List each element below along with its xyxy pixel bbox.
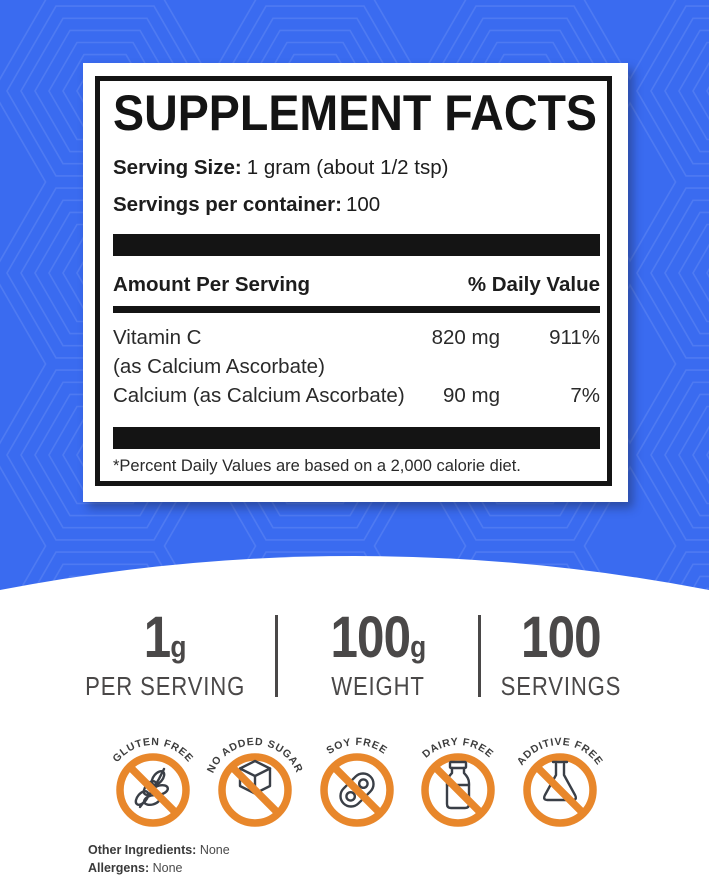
stat-value: 1	[143, 605, 171, 670]
table-row	[113, 326, 600, 355]
amount-per-serving-header: Amount Per Serving	[113, 273, 311, 296]
slash-icon	[435, 767, 482, 814]
divider-bar-top	[113, 234, 600, 256]
allergens-label: Allergens:	[88, 861, 150, 875]
serving-size-line	[113, 156, 600, 180]
daily-value-header: % Daily Value	[467, 273, 600, 296]
other-ingredients-value: None	[199, 843, 230, 857]
nutrient-dv: 7%	[570, 384, 600, 407]
panel-inner-border	[95, 76, 612, 486]
servings-value: 100	[345, 193, 381, 216]
stat-unit: g	[410, 629, 427, 664]
serving-size-label: Serving Size:	[113, 156, 242, 179]
stat-number	[330, 605, 427, 670]
stat-servings	[481, 601, 641, 702]
table-row	[113, 355, 600, 384]
slash-icon	[130, 767, 177, 814]
stat-number	[521, 605, 602, 670]
badge-arc-label: GLUTEN FREE	[110, 735, 196, 765]
servings-label: Servings per container:	[113, 193, 342, 216]
other-ingredients-label: Other Ingredients:	[88, 843, 197, 857]
nutrient-name-line2: (as Calcium Ascorbate)	[113, 355, 325, 378]
table-header-row	[113, 273, 600, 297]
stat-value: 100	[330, 605, 411, 670]
supplement-facts-panel	[83, 63, 628, 502]
badge-arc-label: NO ADDED SUGAR	[204, 735, 306, 775]
stat-label: SERVINGS	[500, 671, 622, 701]
panel-title	[113, 87, 600, 140]
badge-soy-free	[305, 722, 409, 834]
stat-label: PER SERVING	[85, 671, 246, 701]
table-row	[113, 384, 600, 413]
divider-bar-bottom	[113, 427, 600, 449]
other-ingredients-line	[88, 841, 230, 859]
slash-icon	[232, 767, 279, 814]
badge-additive-free	[508, 722, 612, 834]
daily-value-footnote: *Percent Daily Values are based on a 2,000 calorie diet.	[113, 457, 521, 475]
allergens-line	[88, 859, 230, 877]
nutrient-dv: 911%	[549, 326, 600, 349]
slash-icon	[537, 767, 584, 814]
badge-dairy-free	[406, 722, 510, 834]
stat-number	[143, 605, 187, 670]
stat-value: 100	[521, 605, 602, 670]
stat-weight	[278, 601, 478, 702]
panel-title-text: SUPPLEMENT FACTS	[113, 87, 597, 140]
badge-arc-label: SOY FREE	[324, 735, 390, 757]
allergens-value: None	[152, 861, 183, 875]
stat-per-serving	[55, 601, 275, 702]
badge-arc-label: ADDITIVE FREE	[514, 735, 606, 768]
servings-per-container-line	[113, 193, 600, 217]
nutrient-amount: 820 mg	[431, 326, 500, 349]
stat-label: WEIGHT	[331, 671, 426, 701]
badge-arc-label: DAIRY FREE	[420, 735, 496, 761]
slash-icon	[334, 767, 381, 814]
stats-row	[55, 601, 635, 702]
badge-gluten-free	[101, 722, 205, 834]
nutrient-name: Calcium (as Calcium Ascorbate)	[113, 384, 405, 407]
badge-no-added-sugar	[203, 722, 307, 834]
nutrient-name: Vitamin C	[113, 326, 202, 349]
footer-notes	[88, 841, 230, 877]
nutrient-amount: 90 mg	[443, 384, 500, 407]
stat-unit: g	[170, 629, 187, 664]
header-rule	[113, 306, 600, 313]
serving-size-value: 1 gram (about 1/2 tsp)	[246, 156, 449, 179]
